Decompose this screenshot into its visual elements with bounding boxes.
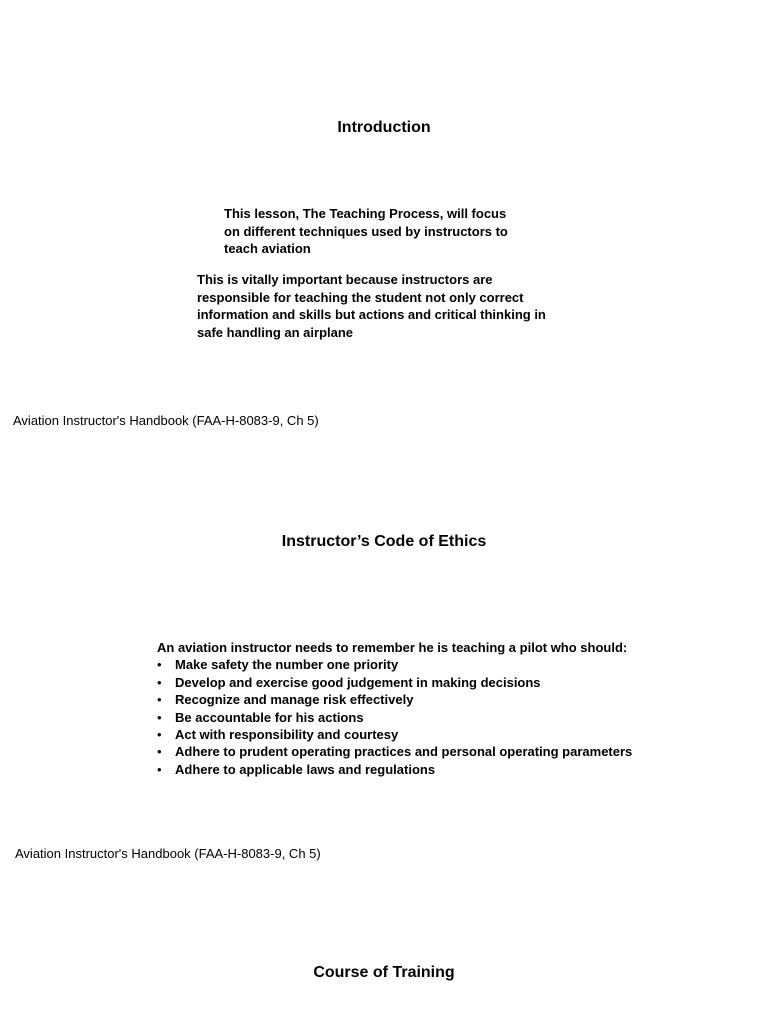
list-item [157,761,717,778]
list-item-text: Be accountable for his actions [175,709,364,725]
list-item-text: Make safety the number one priority [175,657,399,673]
list-item-text: Develop and exercise good judgement in making decisions [175,674,541,690]
list-item [157,743,717,760]
bullet-icon: • [157,727,162,743]
ethics-list [157,656,717,778]
bullet-icon: • [157,692,162,708]
bullet-icon: • [157,709,162,725]
ethics-list-block [157,639,717,778]
list-item-text: Adhere to applicable laws and regulations [175,761,436,777]
list-item [157,709,717,726]
bullet-icon: • [157,674,162,690]
introduction-title: Introduction [337,119,431,136]
list-item [157,674,717,691]
list-item-text: Adhere to prudent operating practices and personal operating parameters [175,744,633,760]
list-item [157,691,717,708]
list-item-text: Recognize and manage risk effectively [175,692,414,708]
code-of-ethics-title: Instructor’s Code of Ethics [281,533,487,550]
bullet-icon: • [157,744,162,760]
source-citation-2: Aviation Instructor's Handbook (FAA-H-8083-9, Ch 5) [15,846,321,861]
course-of-training-title: Course of Training [313,964,455,981]
bullet-icon: • [157,761,162,777]
list-item [157,656,717,673]
intro-paragraph-lesson: This lesson, The Teaching Process, will focus on different techniques used by instructors to teach aviation [224,206,508,256]
bullet-icon: • [157,657,162,673]
ethics-intro: An aviation instructor needs to remember he is teaching a pilot who should: [157,640,628,655]
list-item-text: Act with responsibility and courtesy [175,727,399,743]
list-item [157,726,717,743]
intro-paragraph-importance: This is vitally important because instructors are responsible for teaching the student not only correct information and skills but actions and critical thinking in safe handling an airplane [197,272,546,340]
source-citation-1: Aviation Instructor's Handbook (FAA-H-8083-9, Ch 5) [13,413,319,428]
